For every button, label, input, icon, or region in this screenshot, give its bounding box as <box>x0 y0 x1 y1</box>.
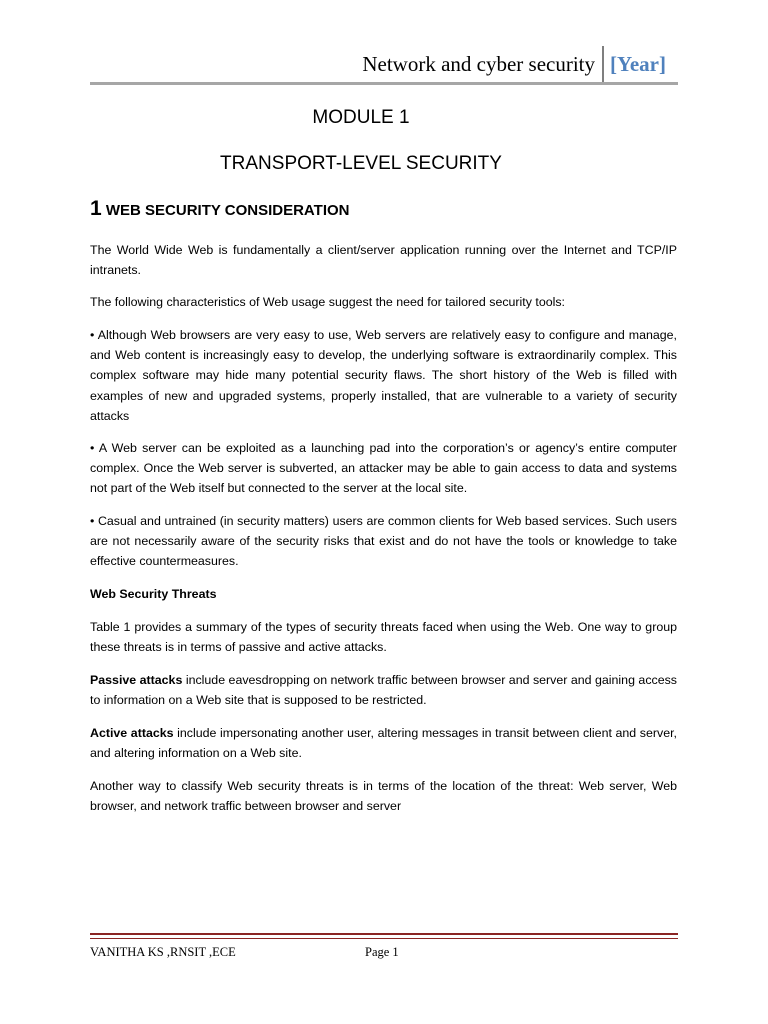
heading-number: 1 <box>90 197 102 220</box>
header-title: Network and cyber security <box>362 51 596 76</box>
bullet-untrained-users: • Casual and untrained (in security matters) users are common clients for Web based services. Such users are not necessarily aware of the security risks that exist and do not have the tools or knowledge to take effective countermeasures. <box>90 514 677 569</box>
paragraph-intro: The World Wide Web is fundamentally a client/server application running over the Internet and TCP/IP intranets. <box>90 243 677 278</box>
header-inner <box>362 46 666 82</box>
header-divider <box>602 46 604 82</box>
bullet-launching-pad: • A Web server can be exploited as a launching pad into the corporation’s or agency’s entire computer complex. Once the Web server is subverted, an attacker may be able to gain access to data and systems not part of the Web itself but connected to the server at the local site. <box>90 441 677 496</box>
paragraph-characteristics: The following characteristics of Web usage suggest the need for tailored security tools: <box>90 295 565 309</box>
footer-page-number: Page 1 <box>365 945 399 959</box>
paragraph-table-summary: Table 1 provides a summary of the types of security threats faced when using the Web. One way to group these threats is in terms of passive and active attacks. <box>90 620 677 655</box>
footer-rule-thick <box>90 933 678 935</box>
heading-1 <box>90 197 350 221</box>
header-rule <box>90 82 678 85</box>
heading-text: WEB SECURITY CONSIDERATION <box>105 202 350 219</box>
page-header <box>90 46 678 84</box>
paragraph-passive <box>90 670 677 710</box>
paragraph-classify: Another way to classify Web security threats is in terms of the location of the threat: Web server, Web browser, and network traffic between browser and server <box>90 779 677 814</box>
footer-author: VANITHA KS ,RNSIT ,ECE <box>90 945 236 959</box>
passive-label: Passive attacks <box>90 673 183 687</box>
header-year: [Year] <box>610 51 666 76</box>
paragraph-active <box>90 723 677 763</box>
module-title: MODULE 1 <box>312 107 410 128</box>
bullet-complex-software: • Although Web browsers are very easy to use, Web servers are relatively easy to configure and manage, and Web content is increasingly easy to develop, the underlying software is extraordinarily complex. This complex software may hide many potential security flaws. The short history of the Web is filled with examples of new and upgraded systems, properly installed, that are vulnerable to a variety of security attacks <box>90 328 677 423</box>
subheading-threats: Web Security Threats <box>90 587 217 601</box>
section-title: TRANSPORT-LEVEL SECURITY <box>220 153 502 174</box>
active-text: include impersonating another user, altering messages in transit between client and server, and altering information on a Web site. <box>90 726 677 761</box>
passive-text: include eavesdropping on network traffic between browser and server and gaining access to information on a Web site that is supposed to be restricted. <box>90 673 677 708</box>
active-label: Active attacks <box>90 726 174 740</box>
footer-rule-thin <box>90 938 678 939</box>
